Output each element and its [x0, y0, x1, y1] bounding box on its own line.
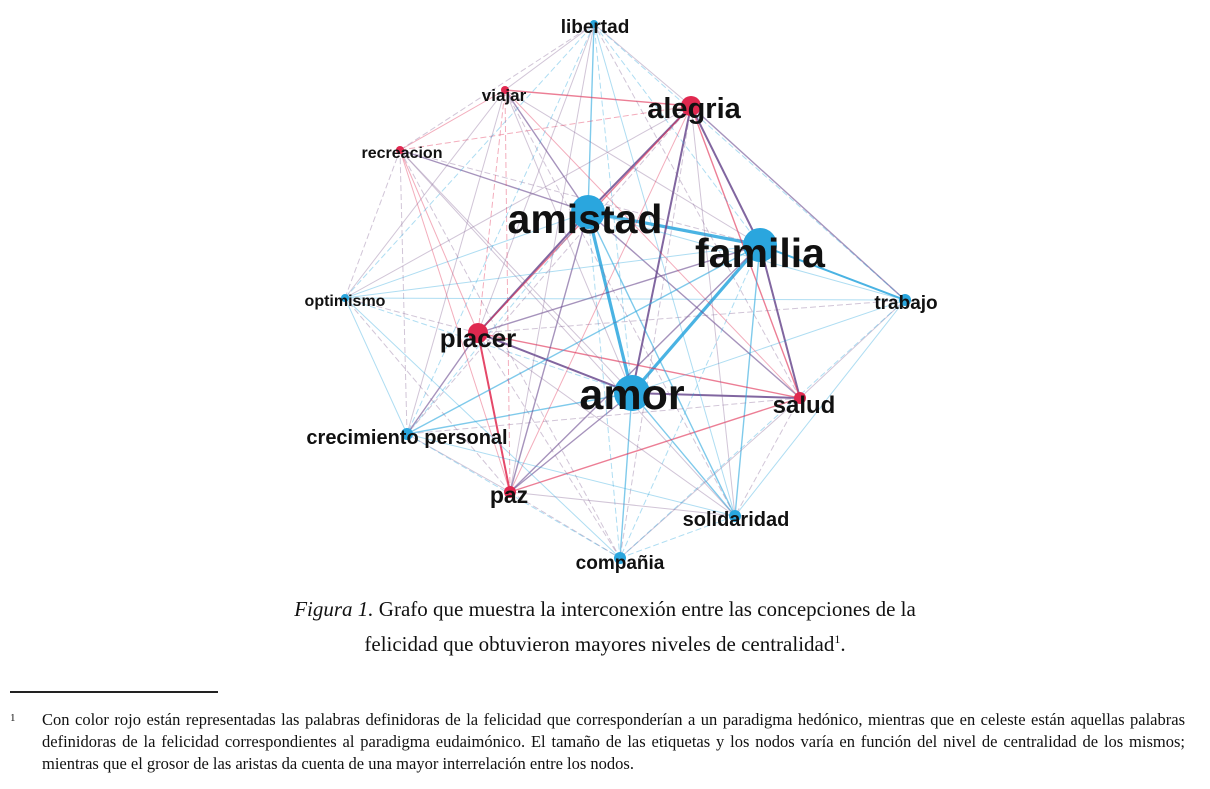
- label-libertad: libertad: [560, 17, 630, 38]
- caption-line-2: felicidad que obtuvieron mayores niveles de centralidad: [364, 632, 835, 656]
- label-crecimiento: crecimiento personal: [306, 427, 508, 449]
- caption-footnote-mark: 1: [834, 632, 841, 646]
- edge-optimismo-recreacion: [345, 150, 400, 298]
- label-amistad: amistad: [507, 196, 663, 242]
- caption-end: .: [840, 632, 846, 656]
- label-compania: compañia: [575, 553, 665, 574]
- label-familia: familia: [695, 230, 825, 276]
- edge-alegria-solidaridad: [691, 106, 735, 516]
- edge-placer-paz: [478, 333, 510, 492]
- label-alegria: alegria: [647, 93, 741, 125]
- footnote-mark: 1: [10, 712, 16, 724]
- figure-label: Figura 1.: [294, 597, 374, 621]
- footnote-text: Con color rojo están representadas las palabras definidoras de la felicidad que corresponderían a un paradigma hedónico, mientras que en celeste están aquellas palabras definidoras de la felicidad correspondientes al paradigma eudaimónico. El tamaño de las etiquetas y los nodos varía en función del nivel de centralidad de los mismos; mientras que el grosor de las aristas da cuenta de una mayor interrelación entre los nodos.: [42, 710, 1185, 773]
- label-paz: paz: [489, 482, 529, 508]
- footnote-divider: [10, 691, 218, 693]
- edge-salud-compania: [620, 398, 800, 558]
- edge-optimismo-viajar: [345, 90, 505, 298]
- edge-familia-solidaridad: [735, 245, 760, 516]
- edge-amor-alegria: [632, 106, 691, 393]
- label-optimismo: optimismo: [304, 293, 386, 310]
- footnote: [10, 709, 1185, 775]
- edge-crecimiento-recreacion: [400, 150, 407, 434]
- label-recreacion: recreacion: [361, 145, 443, 162]
- label-solidaridad: solidaridad: [682, 509, 790, 531]
- label-trabajo: trabajo: [874, 293, 938, 314]
- edge-trabajo-optimismo: [345, 298, 905, 300]
- edge-placer-recreacion: [400, 150, 478, 333]
- caption-line-1: Grafo que muestra la interconexión entre las concepciones de la: [373, 597, 916, 621]
- label-placer: placer: [439, 323, 517, 353]
- label-salud: salud: [772, 392, 836, 419]
- graph-edges: [345, 24, 905, 558]
- edge-crecimiento-optimismo: [345, 298, 407, 434]
- figure-caption: [0, 594, 1210, 659]
- label-viajar: viajar: [481, 86, 527, 105]
- label-amor: amor: [579, 371, 685, 419]
